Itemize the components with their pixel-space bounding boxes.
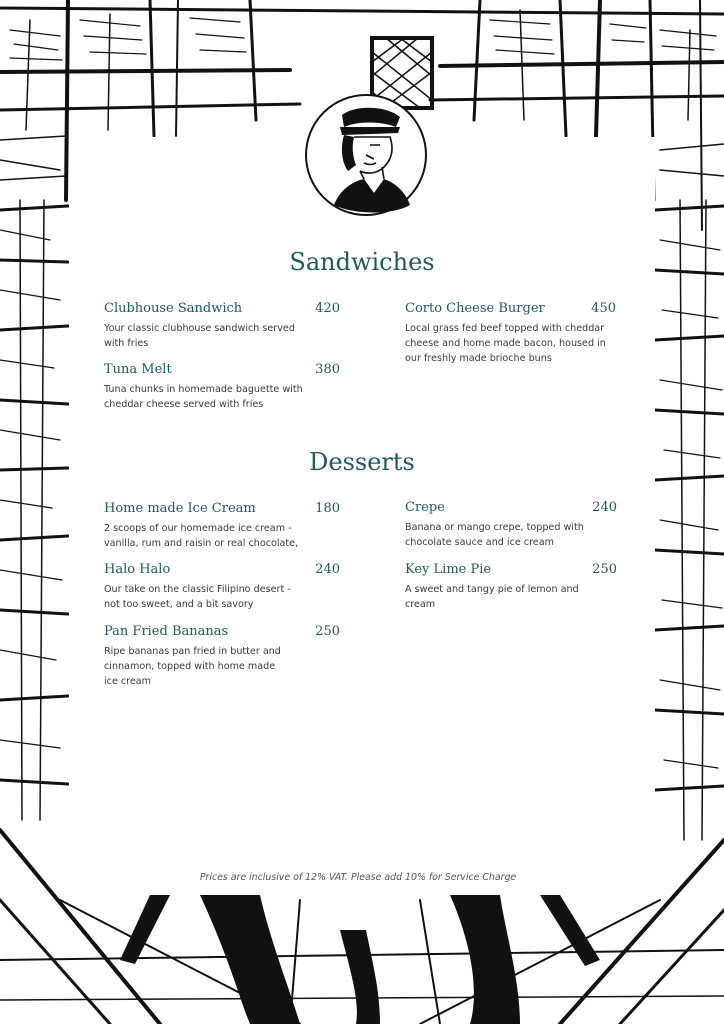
item-description: 2 scoops of our homemade ice cream - vanilla, rum and raisin or real chocolate, (104, 523, 299, 549)
item-name: Clubhouse Sandwich (104, 301, 243, 316)
item-description: Tuna chunks in homemade baguette with cheddar cheese served with fries (104, 384, 303, 410)
item-description: Our take on the classic Filipino desert - not too sweet, and a bit savory (104, 584, 291, 610)
item-name: Corto Cheese Burger (405, 301, 545, 316)
item-description: Your classic clubhouse sandwich served with fries (104, 323, 295, 349)
item-price: 450 (591, 301, 616, 316)
section-title-sandwiches: Sandwiches (289, 248, 435, 276)
item-price: 250 (592, 562, 617, 577)
item-description: Banana or mango crepe, topped with chocolate sauce and ice cream (405, 522, 584, 548)
item-price: 380 (315, 362, 340, 377)
item-price: 180 (315, 501, 340, 516)
section-title-desserts: Desserts (309, 448, 415, 476)
item-name: Crepe (405, 500, 445, 515)
item-description: A sweet and tangy pie of lemon and cream (405, 584, 579, 610)
item-name: Pan Fried Bananas (104, 624, 229, 639)
item-name: Home made Ice Cream (104, 501, 256, 516)
item-price: 240 (592, 500, 617, 515)
item-price: 240 (315, 562, 340, 577)
item-name: Tuna Melt (104, 362, 172, 377)
item-name: Halo Halo (104, 562, 171, 577)
item-description: Local grass fed beef topped with cheddar cheese and home made bacon, housed in our freshly made brioche buns (405, 323, 606, 364)
item-price: 420 (315, 301, 340, 316)
item-price: 250 (315, 624, 340, 639)
item-description: Ripe bananas pan fried in butter and cinnamon, topped with home made ice cream (104, 646, 281, 687)
sailor-portrait-icon (304, 93, 428, 217)
item-name: Key Lime Pie (405, 562, 492, 577)
footer-note: Prices are inclusive of 12% VAT. Please add 10% for Service Charge (199, 872, 517, 883)
